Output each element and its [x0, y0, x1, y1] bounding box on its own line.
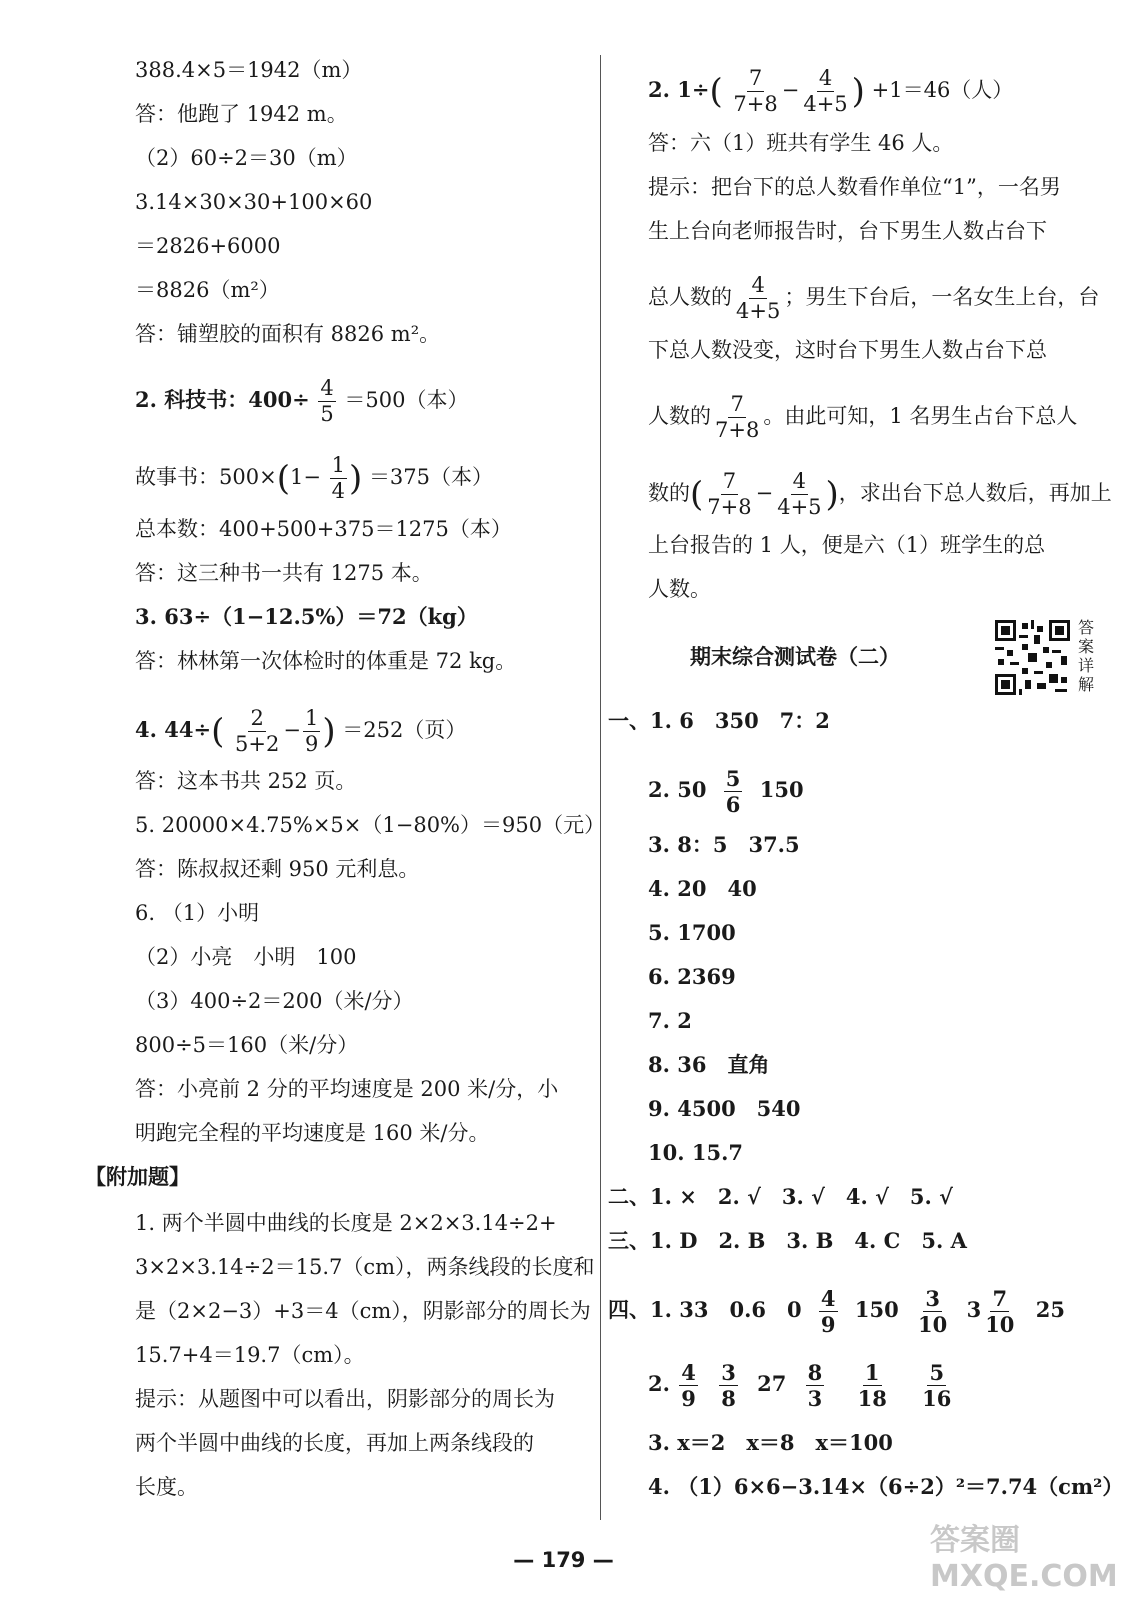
- fraction: $\frac{1}{18}$: [857, 1360, 887, 1411]
- q-text: 2. 科技书：400÷: [135, 387, 310, 412]
- answer-line: 3. x＝2 x＝8 x＝100: [648, 1430, 893, 1455]
- answer-line: 2. $\frac{4}{9}$ $\frac{3}{8}$ 27 $\frac{8}{3}$ $\frac{1}{18}$ $\frac{5}{16}$: [648, 1360, 952, 1411]
- fraction: $\frac{7}{7+8}$: [733, 66, 778, 116]
- answer-line: 3. 8：5 37.5: [648, 832, 800, 857]
- fraction: $\frac{4}{4+5}$: [803, 66, 848, 116]
- text-line: 3. 63÷（1−12.5%）＝72（kg）: [135, 604, 478, 629]
- question-2b: 故事书：500×(1− $\frac{1}{4}$ ) ＝375（本）: [135, 453, 494, 503]
- fraction: $\frac{4}{5}$: [320, 376, 334, 426]
- question-4: 4. 44÷( $\frac{2}{5+2}$ − $\frac{1}{9}$ ) ＝252（页）: [135, 706, 467, 756]
- text-line: 长度。: [135, 1475, 198, 1499]
- answer-line: 8. 36 直角: [648, 1052, 770, 1077]
- fraction: $\frac{3}{10}$: [918, 1286, 948, 1337]
- answer-line: 9. 4500 540: [648, 1096, 801, 1121]
- text-line: ＝8826（m²）: [135, 278, 280, 302]
- answer-line: 一、1. 6 350 7：2: [608, 708, 830, 733]
- watermark: 答案圈 MXQE.COM: [930, 1523, 1118, 1594]
- fraction: $\frac{7}{7+8}$: [707, 469, 752, 519]
- text-line: 6. （1）小明: [135, 901, 260, 925]
- answer-line: 5. 1700: [648, 920, 736, 945]
- fraction: $\frac{7}{7+8}$: [715, 392, 760, 442]
- q-text: 故事书：500×: [135, 465, 277, 489]
- text-line: 答：小亮前 2 分的平均速度是 200 米/分，小: [135, 1077, 559, 1101]
- fraction: $\frac{3}{8}$: [721, 1360, 736, 1411]
- section-title: 期末综合测试卷（二）: [690, 645, 900, 669]
- text-line: 人数。: [648, 577, 711, 601]
- text-line: 答：陈叔叔还剩 950 元利息。: [135, 857, 420, 881]
- fraction: $\frac{4}{4+5}$: [777, 469, 822, 519]
- fraction: $\frac{7}{10}$: [985, 1286, 1015, 1337]
- text-line: 生上台向老师报告时，台下男生人数占台下: [648, 219, 1047, 243]
- text-line: 下总人数没变，这时台下男生人数占台下总: [648, 338, 1047, 362]
- answer-line: 4. 20 40: [648, 876, 757, 901]
- text-line: 5. 20000×4.75%×5×（1−80%）＝950（元）: [135, 813, 606, 837]
- fraction: $\frac{4}{9}$: [681, 1360, 696, 1411]
- q-text: ＝500（本）: [344, 388, 469, 412]
- column-divider: [600, 55, 601, 1520]
- fraction: $\frac{4}{4+5}$: [736, 273, 781, 323]
- fraction: $\frac{5}{16}$: [922, 1360, 952, 1411]
- text-line: 3×2×3.14÷2＝15.7（cm），两条线段的长度和: [135, 1255, 595, 1279]
- text-line: 1. 两个半圆中曲线的长度是 2×2×3.14÷2+: [135, 1211, 557, 1235]
- fraction: $\frac{1}{4}$: [331, 453, 345, 503]
- answer-line: 四、1. 33 0.6 0 $\frac{4}{9}$ 150 $\frac{3}{10}$ 3 $\frac{7}{10}$ 25: [608, 1286, 1065, 1337]
- text-line: （2）60÷2＝30（m）: [135, 146, 358, 170]
- text-line-fraction: 人数的 $\frac{7}{7+8}$ 。由此可知，1 名男生占台下总人: [648, 392, 1078, 442]
- text-line: （3）400÷2＝200（米/分）: [135, 989, 414, 1013]
- text-line: 3.14×30×30+100×60: [135, 190, 373, 214]
- question-2-right: 2. 1÷( $\frac{7}{7+8}$ − $\frac{4}{4+5}$ ) +1＝46（人）: [648, 66, 1014, 116]
- text-line: 总本数：400+500+375＝1275（本）: [135, 517, 512, 541]
- answer-line: 二、1. × 2. √ 3. √ 4. √ 5. √: [608, 1184, 953, 1209]
- text-line: （2）小亮 小明 100: [135, 945, 357, 969]
- fraction: $\frac{4}{9}$: [820, 1286, 836, 1337]
- question-2a: [135, 378, 469, 425]
- text-line: 答：林林第一次体检时的体重是 72 kg。: [135, 649, 517, 673]
- extra-title: 【附加题】: [85, 1165, 190, 1189]
- answer-line: 2. 50 $\frac{5}{6}$ 150: [648, 766, 804, 817]
- text-line: 两个半圆中曲线的长度，再加上两条线段的: [135, 1431, 534, 1455]
- text-line: 答：这本书共 252 页。: [135, 769, 357, 793]
- qr-code-icon[interactable]: [995, 620, 1070, 695]
- answer-line: 三、1. D 2. B 3. B 4. C 5. A: [608, 1228, 967, 1253]
- text-line: 388.4×5＝1942（m）: [135, 58, 363, 82]
- fraction: $\frac{8}{3}$: [807, 1360, 823, 1411]
- page-number: — 179 —: [513, 1548, 614, 1572]
- answer-line: 4. （1）6×6−3.14×（6÷2）²＝7.74（cm²）: [648, 1474, 1124, 1499]
- text-line: 答：铺塑胶的面积有 8826 m²。: [135, 322, 441, 346]
- text-line: 15.7+4＝19.7（cm）。: [135, 1343, 365, 1367]
- text-line: 提示：把台下的总人数看作单位“1”，一名男: [648, 175, 1061, 199]
- fraction: $\frac{1}{9}$: [304, 706, 319, 756]
- text-line: 上台报告的 1 人，便是六（1）班学生的总: [648, 533, 1046, 557]
- qr-label: 答案详解: [1078, 618, 1095, 694]
- text-line: 答：六（1）班共有学生 46 人。: [648, 131, 954, 155]
- text-line-fraction: 数的( $\frac{7}{7+8}$ − $\frac{4}{4+5}$ )，求出台下总人数后，再加上: [648, 469, 1112, 519]
- text-line: 答：这三种书一共有 1275 本。: [135, 561, 433, 585]
- text-line: 800÷5＝160（米/分）: [135, 1033, 359, 1057]
- text-line: 答：他跑了 1942 m。: [135, 102, 348, 126]
- text-line: 明跑完全程的平均速度是 160 米/分。: [135, 1121, 490, 1145]
- text-line: 提示：从题图中可以看出，阴影部分的周长为: [135, 1387, 555, 1411]
- text-line: ＝2826+6000: [135, 234, 281, 258]
- answer-line: 10. 15.7: [648, 1140, 743, 1165]
- fraction: $\frac{5}{6}$: [725, 766, 741, 817]
- fraction: $\frac{2}{5+2}$: [235, 706, 280, 756]
- answer-line: 7. 2: [648, 1008, 692, 1033]
- text-line: 是（2×2−3）+3＝4（cm），阴影部分的周长为: [135, 1299, 591, 1323]
- text-line-fraction: 总人数的 $\frac{4}{4+5}$ ；男生下台后，一名女生上台，台: [648, 273, 1100, 323]
- answer-line: 6. 2369: [648, 964, 736, 989]
